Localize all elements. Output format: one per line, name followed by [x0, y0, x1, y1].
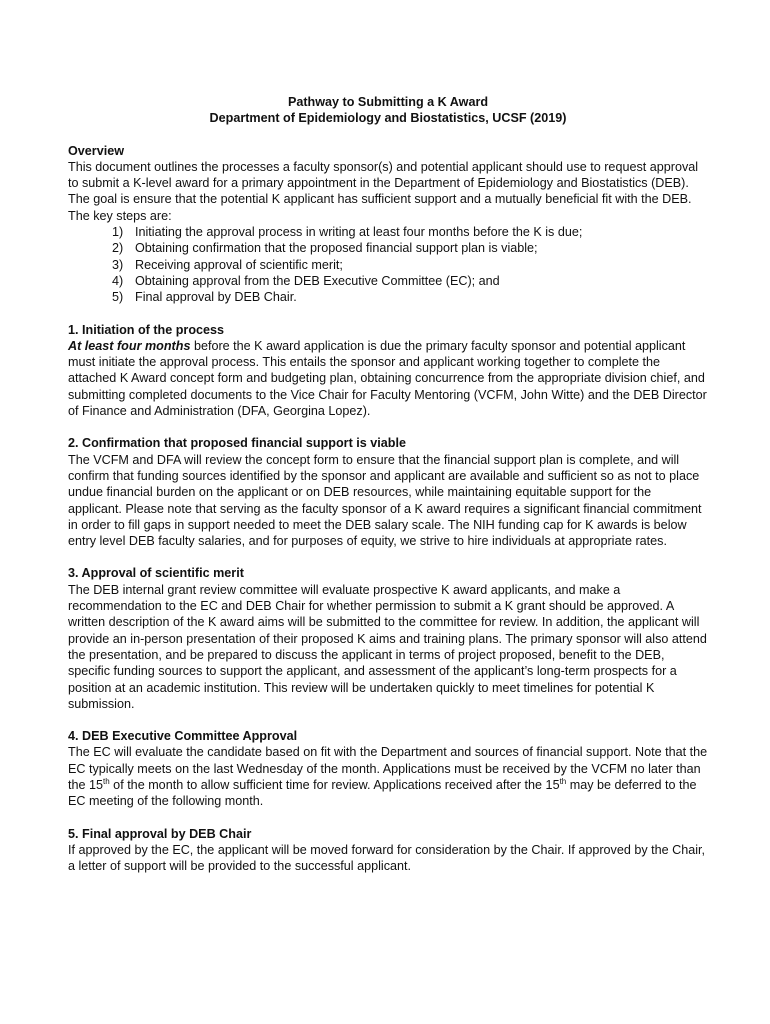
document-page	[68, 94, 708, 890]
list-item	[112, 273, 708, 289]
list-item	[112, 257, 708, 273]
overview-section	[68, 143, 708, 306]
step-number: 3)	[112, 257, 124, 272]
section-financial-support-heading: 2. Confirmation that proposed financial support is viable	[68, 436, 406, 451]
step-number: 5)	[112, 290, 124, 305]
section-chair-approval	[68, 826, 708, 875]
step-number: 1)	[112, 225, 124, 240]
document-subtitle: Department of Epidemiology and Biostatistics, UCSF (2019)	[209, 111, 567, 126]
section-ec-approval-body	[68, 744, 708, 809]
ordinal-suffix: th	[103, 776, 110, 786]
key-steps-list	[68, 224, 708, 305]
ec-body-part3: may be deferred to the EC meeting of the following month.	[68, 777, 697, 809]
step-number: 4)	[112, 273, 124, 288]
section-financial-support-body: The VCFM and DFA will review the concept form to ensure that the financial support plan is complete, and will confirm that funding sources identified by the sponsor and applicant are available and sufficient so as not to place undue financial burden on the applicant or on DEB resources, while maintaining equitable support for the applicant. Please note that serving as the faculty sponsor of a K award requires a significant financial commitment in order to fill gaps in support needed to meet the DEB salary scale. The NIH funding cap for K awards is below entry level DEB faculty salaries, and for purposes of equity, we strive to hire individuals at appropriate rates.	[68, 452, 702, 549]
list-item	[112, 224, 708, 240]
step-text: Obtaining approval from the DEB Executive Committee (EC); and	[135, 273, 500, 288]
ec-body-part1: The EC will evaluate the candidate based on fit with the Department and sources of financial support. Note that the EC typically meets on the last Wednesday of the month. Applications must be received by the VCFM no later than the 15	[68, 745, 708, 792]
section-scientific-merit	[68, 565, 708, 712]
section-financial-support	[68, 435, 708, 549]
document-title: Pathway to Submitting a K Award	[287, 95, 489, 109]
section-initiation-body	[68, 338, 708, 419]
step-text: Receiving approval of scientific merit;	[135, 257, 343, 272]
list-item	[112, 289, 708, 305]
section-ec-approval-heading: 4. DEB Executive Committee Approval	[68, 729, 298, 744]
section-scientific-merit-body: The DEB internal grant review committee will evaluate prospective K award applicants, and make a recommendation to the EC and DEB Chair for whether permission to submit a K grant should be approved. A written description of the K award aims will be submitted to the committee for review. In addition, the applicant will provide an in-person presentation of their proposed K aims and training plans. The primary sponsor will also attend the presentation, and be prepared to discuss the applicant in terms of project proposed, benefit to the DEB, specific funding sources to support the applicant, and assessment of the applicant’s long-term prospects for a position at an academic institution. This review will be undertaken quickly to meet timelines for potential K submission.	[68, 582, 707, 711]
ec-body-part2: of the month to allow sufficient time for review. Applications received after the 15	[109, 777, 560, 792]
section-chair-approval-body: If approved by the EC, the applicant will be moved forward for consideration by the Chair. If approved by the Chair, a letter of support will be provided to the successful applicant.	[68, 842, 706, 874]
section-chair-approval-heading: 5. Final approval by DEB Chair	[68, 826, 252, 841]
section-scientific-merit-heading: 3. Approval of scientific merit	[68, 566, 244, 581]
section-ec-approval	[68, 728, 708, 809]
overview-heading: Overview	[68, 143, 125, 158]
step-number: 2)	[112, 241, 124, 256]
step-text: Obtaining confirmation that the proposed financial support plan is viable;	[135, 241, 538, 256]
step-text: Initiating the approval process in writing at least four months before the K is due;	[135, 225, 583, 240]
ordinal-suffix: th	[559, 776, 567, 786]
overview-intro: This document outlines the processes a faculty sponsor(s) and potential applicant should use to request approval to submit a K-level award for a primary appointment in the Department of Epidemiology and Biostatistics (DEB). The goal is ensure that the potential K applicant has sufficient support and a mutually beneficial fit with the DEB. The key steps are:	[68, 159, 699, 223]
step-text: Final approval by DEB Chair.	[135, 290, 297, 305]
list-item	[112, 240, 708, 256]
section-initiation-heading: 1. Initiation of the process	[68, 322, 225, 337]
section-initiation	[68, 322, 708, 420]
section-initiation-text: before the K award application is due the primary faculty sponsor and potential applicant must initiate the approval process. This entails the sponsor and applicant working together to complete the attached K Award concept form and budgeting plan, obtaining concurrence from the appropriate division chief, and submitting completed documents to the Vice Chair for Faculty Mentoring (VCFM, John Witte) and the DEB Director of Finance and Administration (DFA, Georgina Lopez).	[68, 338, 707, 419]
emphasis-text: At least four months	[68, 338, 191, 353]
